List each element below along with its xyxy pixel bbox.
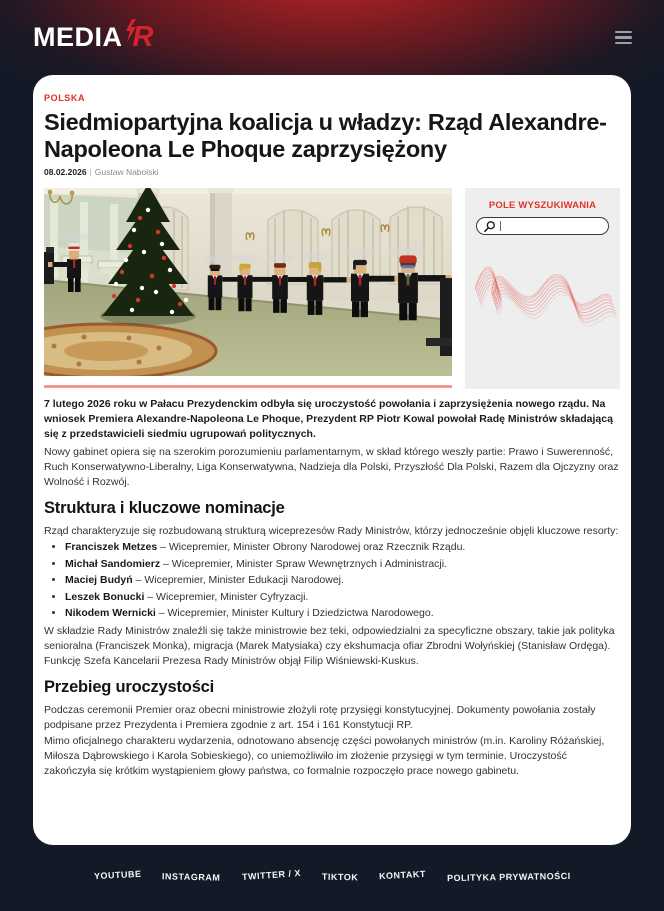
site-logo[interactable] xyxy=(33,21,153,54)
search-sidebar xyxy=(465,188,620,389)
minister-item: • Franciszek Metzes – Wicepremier, Minister Obrony Narodowej oraz Rzecznik Rządu. xyxy=(65,541,620,555)
section1-outro: W składzie Rady Ministrów znaleźli się także ministrowie bez teki, odpowiedzialni za specyficzne obszary, takie jak polityka senioralna (Franciszek Monka), migracja (Marek Matysiaka) czy ekshumacja ofiar Zbrodni Wołyńskiej (Stanisław Ordęga). Funkcję Szefa Kancelarii Prezesa Rady Ministrów objął Filip Wiśniewski-Kuskus. xyxy=(44,625,615,668)
article-meta: 08.02.2026 | Gustaw Nabolski xyxy=(44,167,159,178)
media-row xyxy=(44,188,620,389)
article-card xyxy=(33,75,631,845)
article-title: Siedmiopartyjna koalicja u władzy: Rząd Alexandre-Napoleona Le Phoque zaprzysiężony xyxy=(44,109,607,162)
search-icon xyxy=(483,220,496,233)
section-heading-structure: Struktura i kluczowe nominacje xyxy=(44,498,285,517)
category-label[interactable]: POLSKA xyxy=(44,93,86,103)
article-author: Gustaw Nabolski xyxy=(94,167,159,178)
footer-link-youtube[interactable]: YOUTUBE xyxy=(93,868,142,882)
search-label: POLE WYSZUKIWANIA xyxy=(488,200,597,212)
minister-item: • Leszek Bonucki – Wicepremier, Minister Cyfryzacji. xyxy=(65,591,620,605)
logo-text-media: MEDIA xyxy=(33,22,123,52)
footer-link-twitter-x[interactable]: TWITTER / X xyxy=(241,867,301,883)
footer-link-polityka-prywatności[interactable]: POLITYKA PRYWATNOŚCI xyxy=(446,870,571,884)
ministers-list xyxy=(44,541,620,621)
article-image xyxy=(44,188,452,376)
section1-intro: Rząd charakteryzuje się rozbudowaną strukturą wiceprezesów Rady Ministrów, którzy jednocześnie objęli kluczowe resorty: xyxy=(44,524,619,537)
menu-icon xyxy=(615,31,632,33)
footer-link-kontakt[interactable]: KONTAKT xyxy=(378,868,426,882)
site-header xyxy=(0,0,664,75)
section2-paragraph-1: Podczas ceremonii Premier oraz obecni ministrowie złożyli rotę przysięgi konstytucyjnej. Dokumenty powołania zostały podpisane przez Prezydenta i Premiera zgodnie z art. 154 i 161 Konstytucji RP. xyxy=(44,703,596,731)
section2-paragraph-2: Mimo oficjalnego charakteru wydarzenia, odnotowano absencję części powołanych ministrów (m.in. Karoliny Różańskiej, Miłosza Dąbrowskiego i Karola Sobieskiego), co uniemożliwiło im złożenie przysięgi w tym terminie. Uroczystość zakończyła się krótkim wystąpieniem głowy państwa, co formalnie rozpoczęło prace nowego gabinetu. xyxy=(44,734,605,777)
section-heading-ceremony: Przebieg uroczystości xyxy=(44,677,215,696)
footer-link-tiktok[interactable]: TIKTOK xyxy=(321,871,358,883)
wave-decoration xyxy=(469,249,617,349)
article-paragraph: Nowy gabinet opiera się na szerokim porozumieniu parlamentarnym, w skład którego weszły partie: Prawo i Suwerenność, Ruch Konserwatywno-Liberalny, Liga Konserwatywna, Nadzieja dla Polski, Przyszłość Dla Polski, Razem dla Ojczyzny oraz Wolność i Rozwój. xyxy=(44,445,619,488)
menu-button[interactable] xyxy=(613,27,634,48)
search-box[interactable] xyxy=(476,217,609,235)
minister-item: • Maciej Budyń – Wicepremier, Minister Edukacji Narodowej. xyxy=(65,574,620,588)
minister-item: • Michał Sandomierz – Wicepremier, Minister Spraw Wewnętrznych i Administracji. xyxy=(65,558,620,572)
text-cursor xyxy=(500,221,501,231)
article-lead: 7 lutego 2026 roku w Pałacu Prezydenckim odbyła się uroczystość powołania i zaprzysiężenia nowego rządu. Na wniosek Premiera Alexandre-Napoleona Le Phoque, Prezydent RP Piotr Kowal powołał Radę Ministrów składającą się z przedstawicieli siedmiu ugrupowań politycznych. xyxy=(44,398,613,440)
article-date: 08.02.2026 xyxy=(44,167,87,178)
footer-link-instagram[interactable]: INSTAGRAM xyxy=(161,871,221,883)
minister-item: • Nikodem Wernicki – Wicepremier, Minister Kultury i Dziedzictwa Narodowego. xyxy=(65,607,620,621)
logo-text-r: R xyxy=(132,21,154,53)
site-footer xyxy=(0,845,664,911)
image-divider xyxy=(44,385,452,388)
article-figure xyxy=(44,188,452,389)
search-input[interactable] xyxy=(505,221,602,231)
